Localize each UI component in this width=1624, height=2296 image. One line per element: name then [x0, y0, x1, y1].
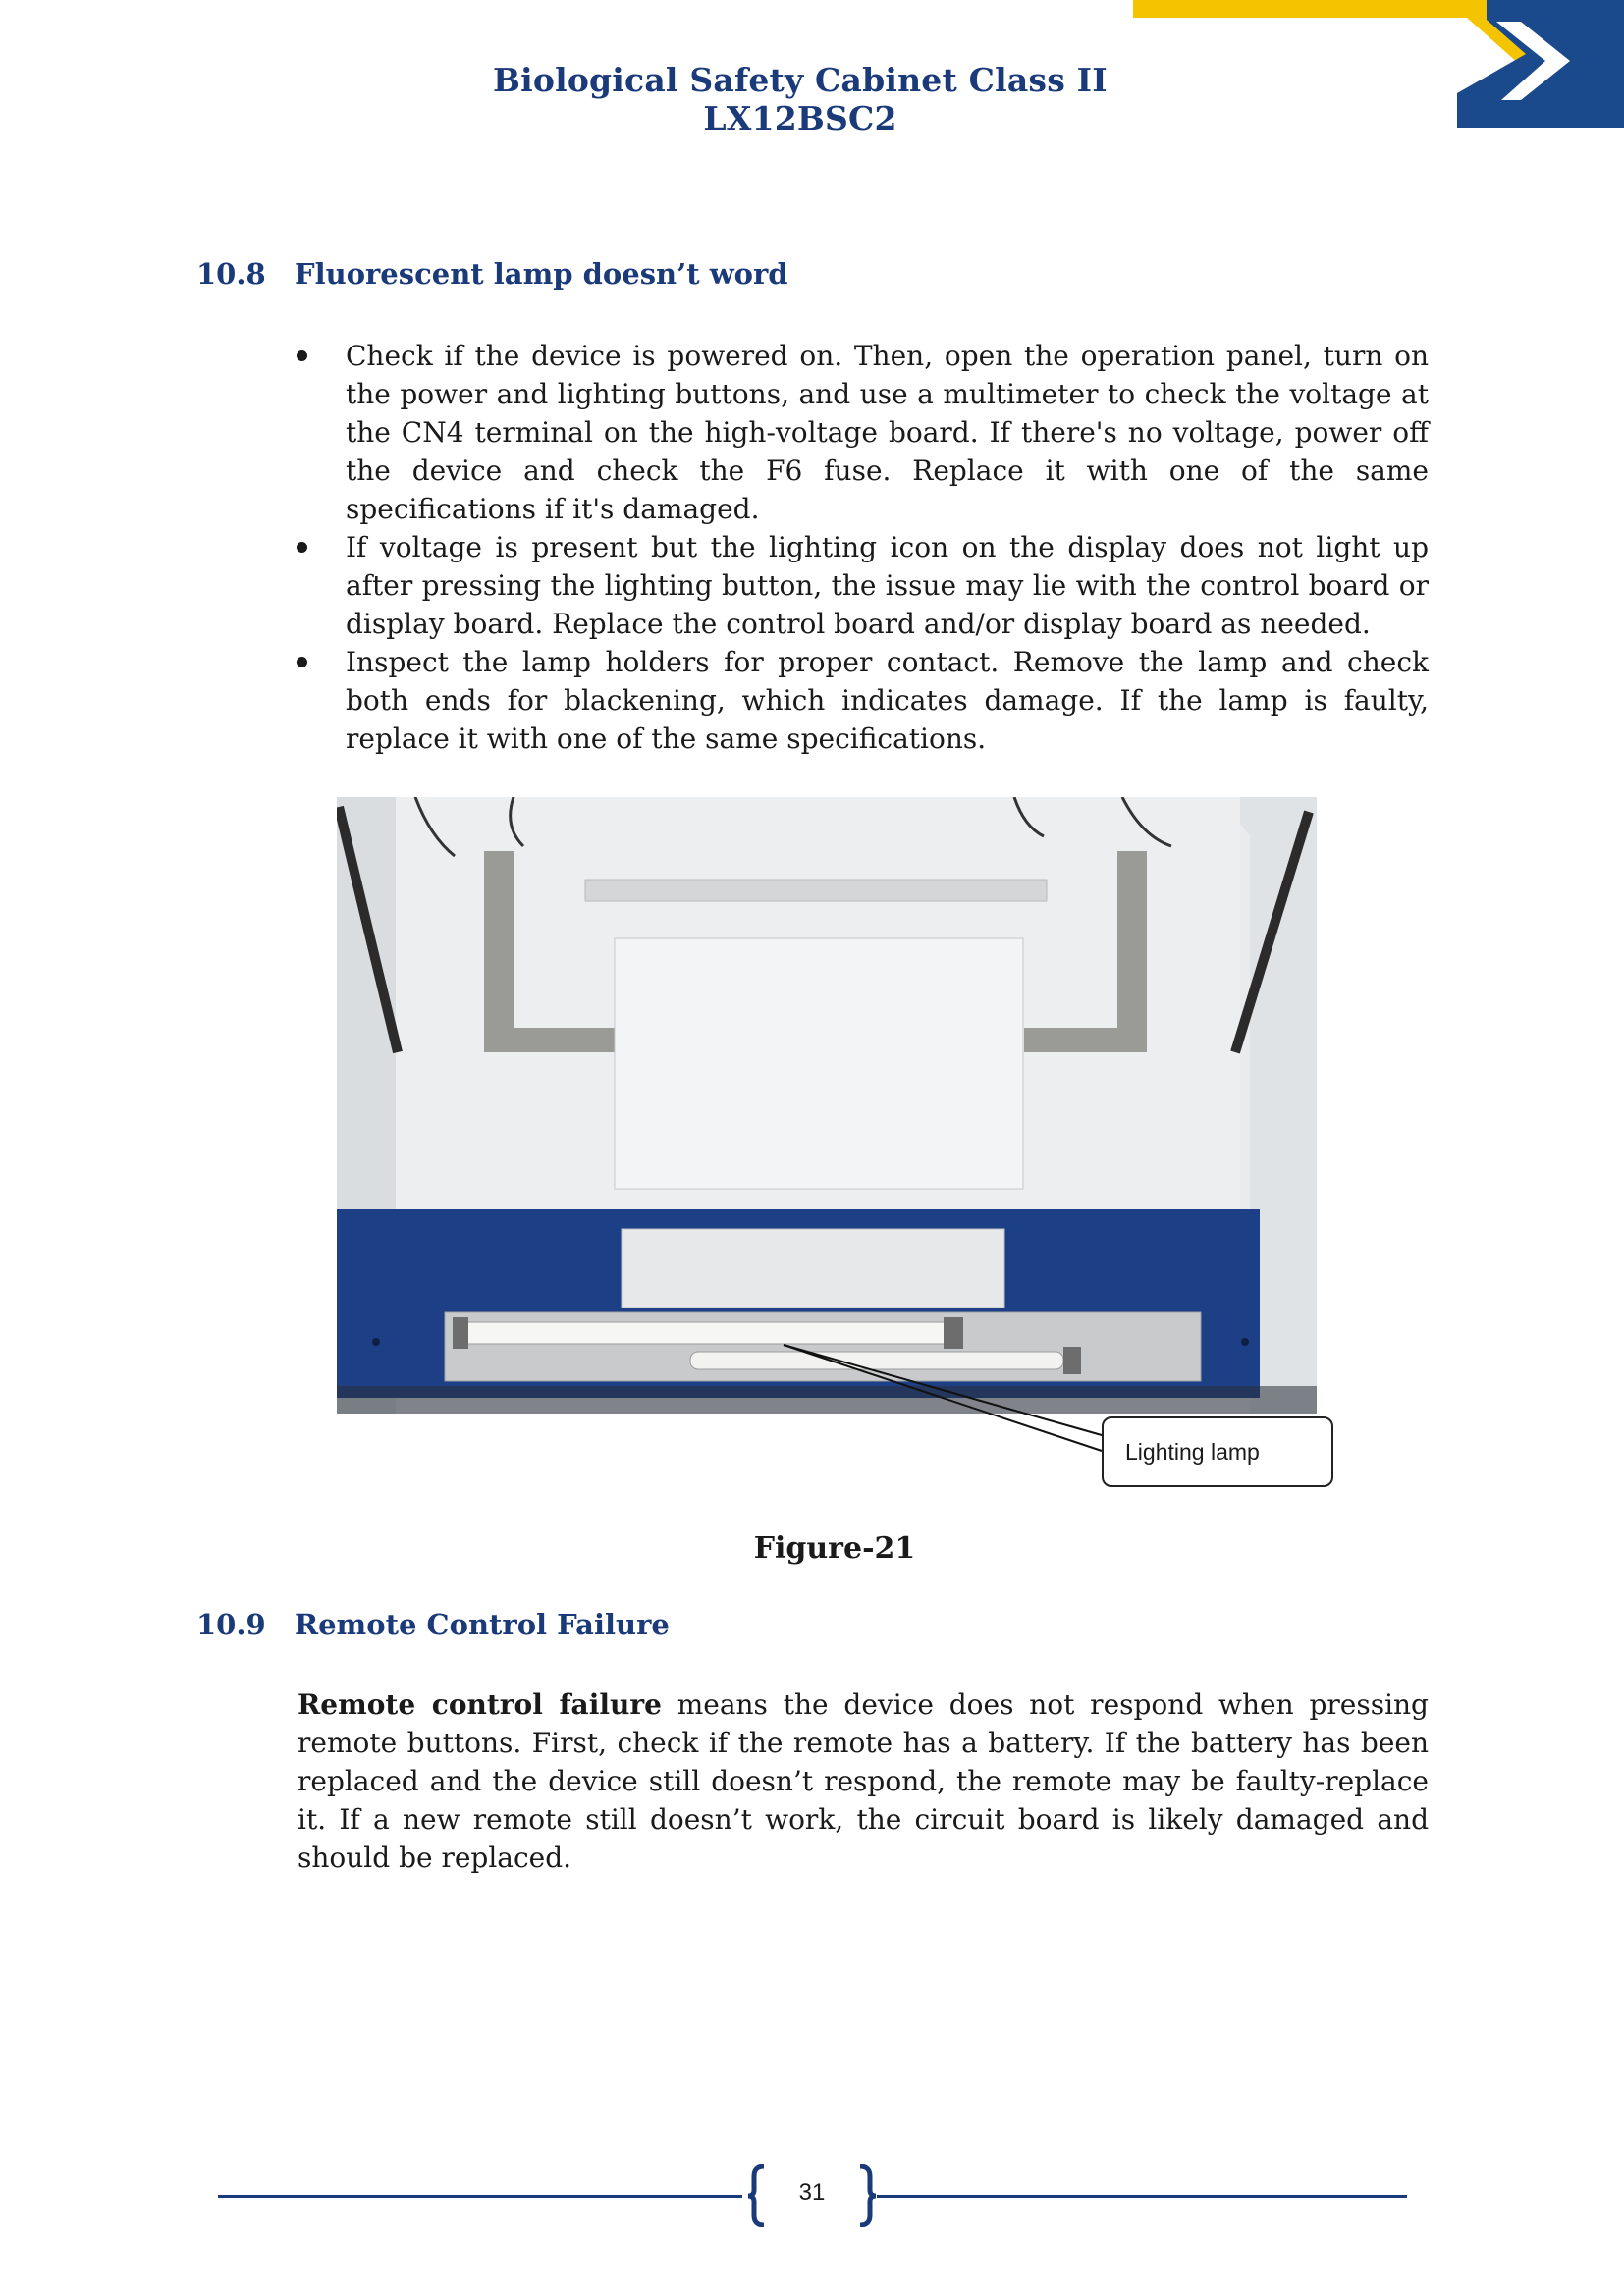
callout-lighting-lamp: [1102, 1416, 1333, 1487]
cabinet-photo: [337, 797, 1317, 1414]
section-title: Remote Control Failure: [295, 1608, 670, 1641]
section-title: Fluorescent lamp doesn’t word: [295, 257, 788, 291]
section-heading-10-9: [196, 1608, 670, 1641]
callout-label: Lighting lamp: [1125, 1438, 1260, 1465]
bullet-icon: [297, 542, 307, 553]
header-decoration: [1133, 0, 1624, 133]
bullet-text: Check if the device is powered on. Then, open the operation panel, turn on the power and lighting buttons, and use a multimeter to check the voltage at the CN4 terminal on the high-voltage board. If there's no voltage, power off the device and check the F6 fuse. Replace it with one of the same specifications if it's damaged.: [346, 340, 1429, 525]
bullet-list: [295, 337, 1429, 758]
remote-failure-paragraph: [298, 1685, 1429, 1877]
section-number: 10.8: [196, 257, 266, 291]
bullet-item: [295, 337, 1429, 528]
bullet-item: [295, 528, 1429, 643]
bullet-text: If voltage is present but the lighting icon on the display does not light up after pressing the lighting button, the issue may lie with the control board or display board. Replace the control board and/or display board as needed.: [346, 531, 1429, 640]
document-title: Biological Safety Cabinet Class II LX12BSC2: [493, 61, 1108, 137]
bullet-icon: [297, 350, 307, 361]
paragraph-bold-lead: Remote control failure: [298, 1688, 662, 1721]
footer-rule-right: [877, 2195, 1407, 2198]
bullet-text: Inspect the lamp holders for proper contact. Remove the lamp and check both ends for blackening, which indicates damage. If the lamp is faulty, replace it with one of the same specifications.: [346, 646, 1429, 755]
section-number: 10.9: [196, 1608, 266, 1641]
bullet-item: [295, 643, 1429, 758]
page-number: 31: [798, 2179, 826, 2206]
section-heading-10-8: [196, 257, 788, 291]
figure-caption: Figure-21: [753, 1531, 916, 1566]
paragraph-body: means the device does not respond when pressing remote buttons. First, check if the remote has a battery. If the battery has been replaced and the device still doesn’t respond, the remote may be faulty-replace it. If a new remote still doesn’t work, the circuit board is likely damaged and should be replaced.: [298, 1688, 1429, 1874]
bullet-icon: [297, 657, 307, 667]
footer-rule-left: [218, 2195, 742, 2198]
